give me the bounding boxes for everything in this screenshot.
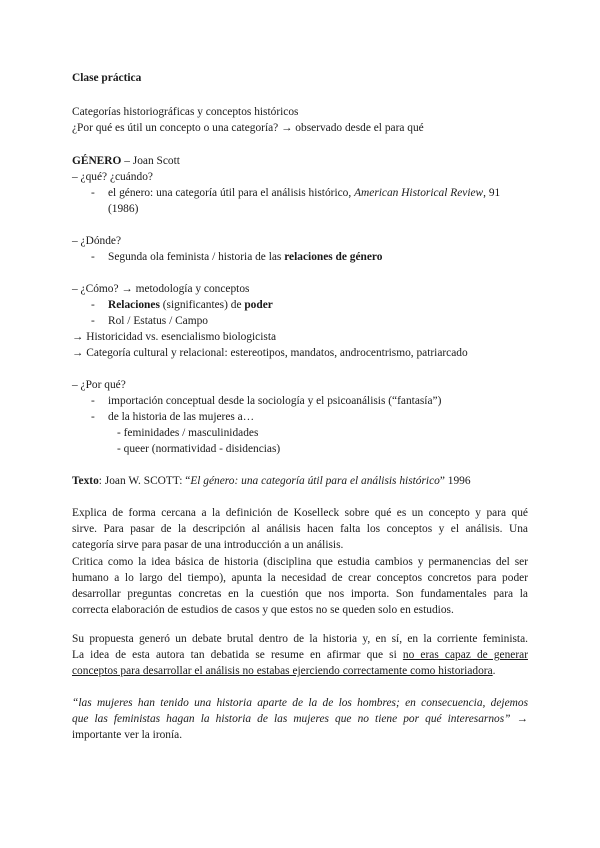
- sub-list-item: - queer (normatividad - disidencias): [117, 443, 281, 455]
- arrow-line-categoria: → Categoría cultural y relacional: estereotipos, mandatos, androcentrismo, patriarcado: [72, 347, 468, 359]
- list-item: - Relaciones (significantes) de poder: [91, 299, 273, 311]
- genero-heading: GÉNERO – Joan Scott: [72, 155, 180, 167]
- page-title: Clase práctica: [72, 72, 142, 84]
- question-que-cuando: – ¿qué? ¿cuándo?: [72, 171, 153, 183]
- question-por-que: – ¿Por qué?: [72, 379, 126, 391]
- quote-paragraph: “las mujeres han tenido una historia aparte de la de los hombres; en consecuencia, dejemos que las feministas hagan la historia de las mujeres que no tiene por qué interesarnos” → importante ver la ironía.: [72, 697, 528, 742]
- arrow-line-historicidad: → Historicidad vs. esencialismo biologicista: [72, 331, 277, 343]
- list-item: - Rol / Estatus / Campo: [91, 315, 208, 327]
- question-donde: – ¿Dónde?: [72, 235, 122, 247]
- sub-list-item: - feminidades / masculinidades: [117, 427, 259, 439]
- intro-line-2: ¿Por qué es útil un concepto o una categoría? → observado desde el para qué: [72, 122, 424, 134]
- list-item: - Segunda ola feminista / historia de las relaciones de género: [91, 251, 383, 263]
- paragraph-koselleck: Explica de forma cercana a la definición de Koselleck sobre qué es un concepto y para qué sirve. Para pasar de la descripción al análisis hacen falta los conceptos y el análisis. Una categoría sirve para pasar de una introducción a un análisis. Critica como la idea básica de historia (disciplina que estudia cambios y permanencias del ser humano a lo largo del tiempo), apunta la necesidad de crear conceptos concretos para poder desarrollar preguntas concretas en la cuestión que nos importa. Son fundamentales para la correcta elaboración de estudios de casos y que estos no se queden solo en estudios.: [72, 507, 528, 617]
- question-como: – ¿Cómo? → metodología y conceptos: [72, 283, 250, 295]
- intro-line-1: Categorías historiográficas y conceptos históricos: [72, 106, 299, 118]
- list-item: - importación conceptual desde la sociología y el psicoanálisis (“fantasía”): [91, 395, 442, 407]
- list-item: - el género: una categoría útil para el análisis histórico, American Historical Review, 91: [91, 187, 501, 199]
- paragraph-debate: Su propuesta generó un debate brutal dentro de la historia y, en sí, en la corriente feminista. La idea de esta autora tan debatida se resume en afirmar que si no eras capaz de generar conceptos para desarrollar el análisis no estabas ejerciendo correctamente como historiadora.: [72, 633, 528, 678]
- list-item-continuation: (1986): [108, 203, 139, 215]
- texto-reference: Texto: Joan W. SCOTT: “El género: una categoría útil para el análisis histórico” 1996: [72, 475, 471, 487]
- list-item: - de la historia de las mujeres a…: [91, 411, 255, 423]
